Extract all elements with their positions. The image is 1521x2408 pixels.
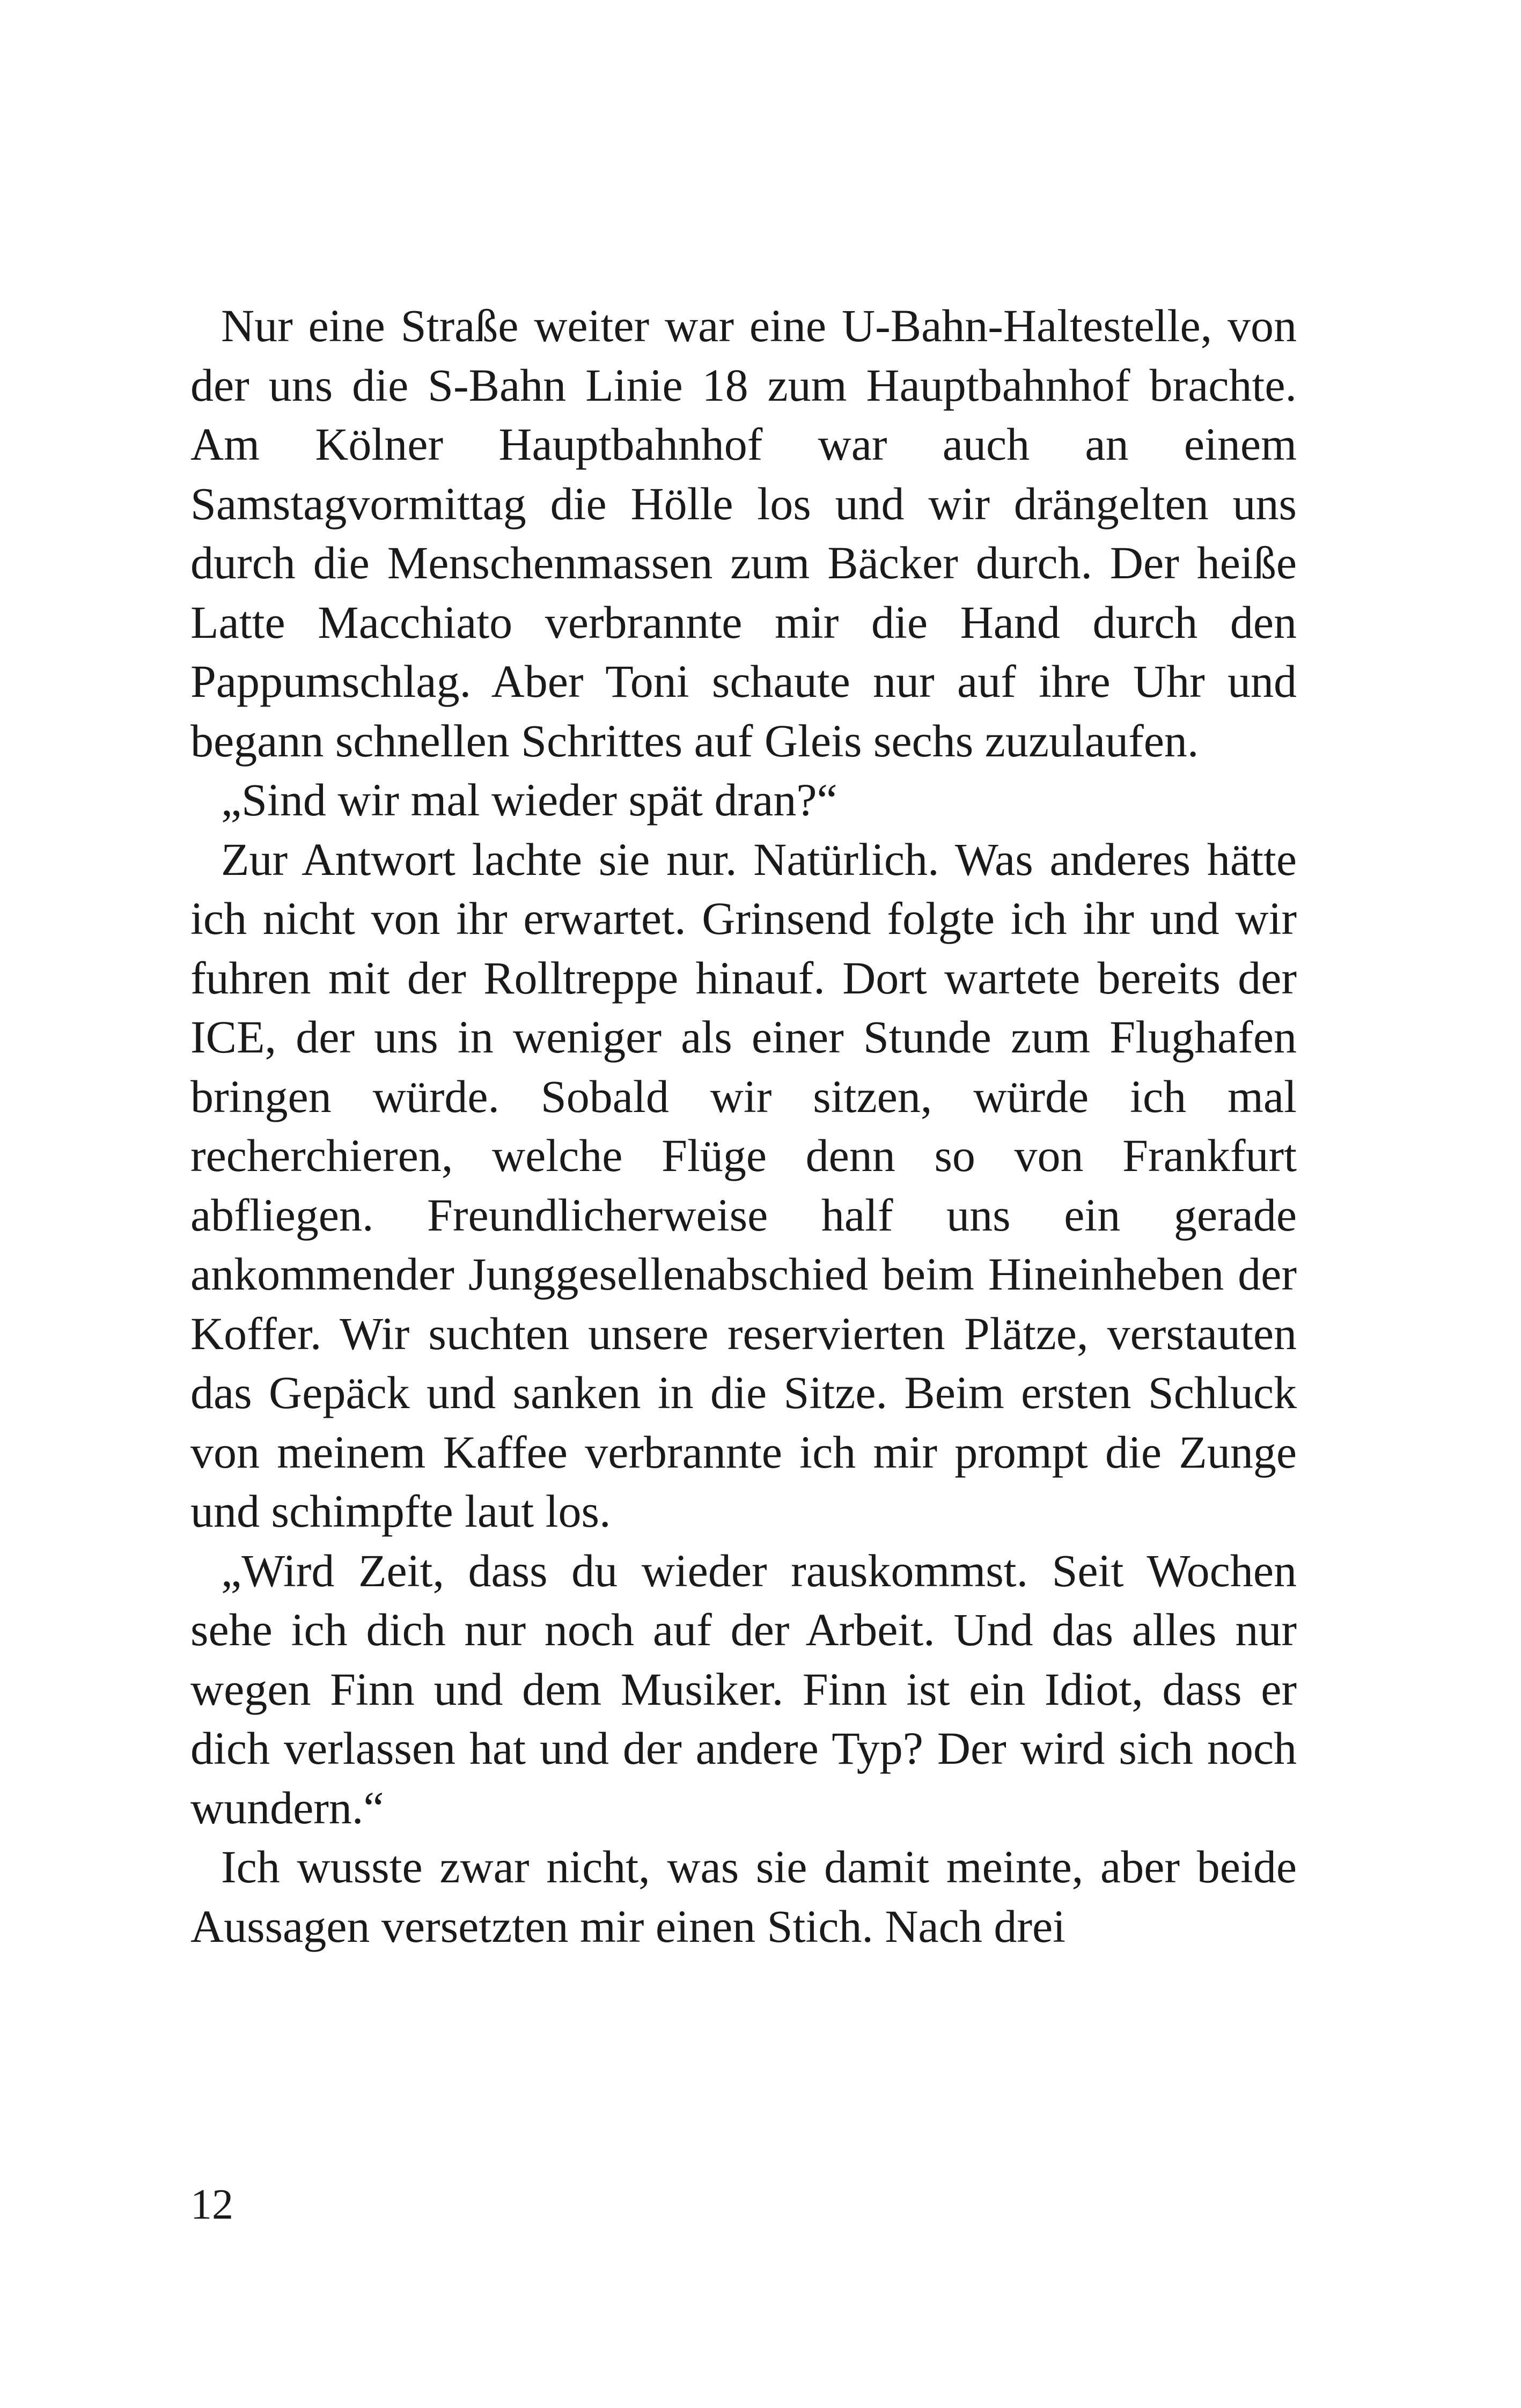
paragraph-2: „Sind wir mal wieder spät dran?“ <box>221 774 837 826</box>
paragraph-3: Zur Antwort lachte sie nur. Natürlich. Was anderes hätte ich nicht von ihr erwartet. Grinsend folgte ich ihr und wir fuhren mit der Rolltreppe hinauf. Dort wartete bereits der ICE, der uns in weniger als einer Stunde zum Flughafen bringen würde. Sobald wir sitzen, würde ich mal recherchieren, welche Flüge denn so von Frankfurt abfliegen. Freundlicherweise half uns ein gerade ankommender Junggesellenabschied beim Hineinheben der Koffer. Wir suchten unsere reservierten Plätze, verstauten das Gepäck und sanken in die Sitze. Beim ersten Schluck von meinem Kaffee verbrannte ich mir prompt die Zunge und schimpfte laut los. <box>190 833 1297 1537</box>
paragraph-4: „Wird Zeit, dass du wieder rauskommst. Seit Wochen sehe ich dich nur noch auf der Arbeit. Und das alles nur wegen Finn und dem Musiker. Finn ist ein Idiot, dass er dich verlassen hat und der andere Typ? Der wird sich noch wundern.“ <box>190 1544 1297 1833</box>
paragraph-5: Ich wusste zwar nicht, was sie damit meinte, aber beide Aussagen versetzten mir einen Stich. Nach drei <box>190 1841 1297 1952</box>
paragraph-1: Nur eine Straße weiter war eine U-Bahn-Haltestelle, von der uns die S-Bahn Linie 18 zum Hauptbahnhof brachte. Am Kölner Hauptbahnhof war auch an einem Samstagvormittag die Hölle los und wir drängelten uns durch die Menschenmassen zum Bäcker durch. Der heiße Latte Macchiato verbrannte mir die Hand durch den Pappumschlag. Aber Toni schaute nur auf ihre Uhr und begann schnellen Schrittes auf Gleis sechs zuzulaufen. <box>190 300 1297 767</box>
page-number: 12 <box>190 2181 233 2228</box>
body-text <box>190 296 1297 1956</box>
